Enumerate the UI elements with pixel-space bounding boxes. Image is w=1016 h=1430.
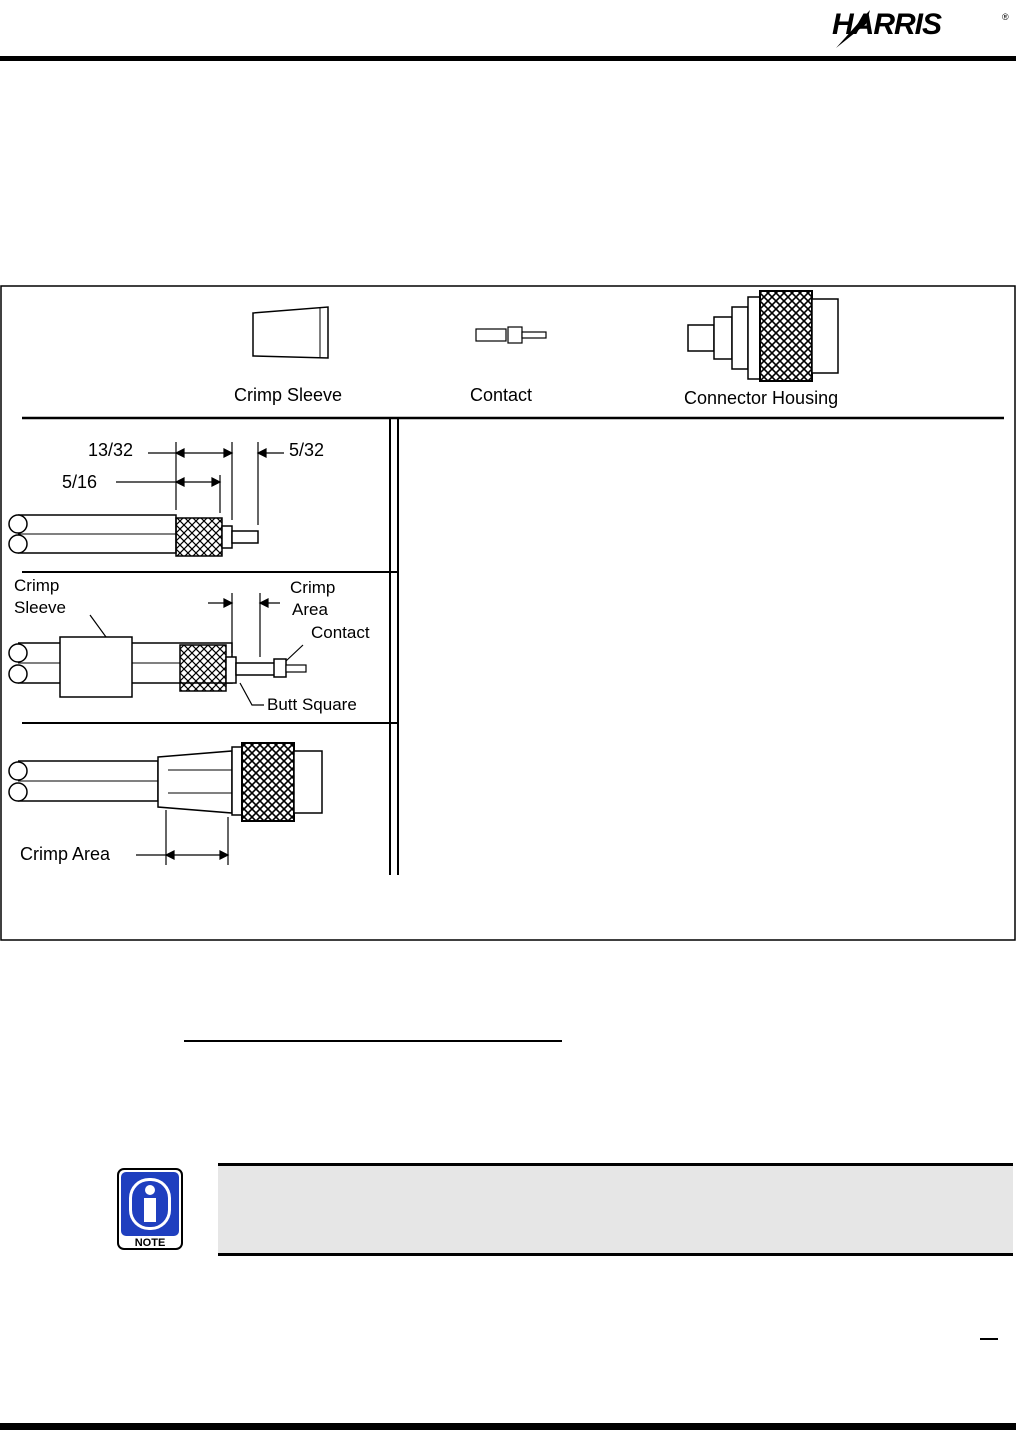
contact-caption: Contact <box>470 385 533 405</box>
connector-assembly-figure <box>0 285 1016 941</box>
note-text <box>218 1166 1013 1194</box>
dim-5-16: 5/16 <box>62 472 98 492</box>
underlined-heading-rule <box>184 1040 562 1042</box>
crimp-sleeve-label-line1: Crimp <box>14 576 60 595</box>
connector-housing-caption: Connector Housing <box>684 388 839 408</box>
crimp-sleeve-label-line2: Sleeve <box>14 598 66 617</box>
note-box <box>218 1163 1013 1256</box>
crimp-area-label-line1: Crimp <box>290 578 336 597</box>
butt-square-label: Butt Square <box>267 695 357 714</box>
crimp-sleeve-part <box>253 307 328 358</box>
header-rule <box>0 56 1016 61</box>
crimp-area-label-step3: Crimp Area <box>20 844 111 864</box>
footer-rule <box>0 1423 1016 1430</box>
crimp-area-label-line2: Area <box>292 600 328 619</box>
logo-wordmark: HARRIS <box>832 8 942 41</box>
note-info-icon <box>117 1168 183 1250</box>
logo-registered-mark: ® <box>1002 12 1009 22</box>
dim-13-32: 13/32 <box>88 440 134 460</box>
harris-logo <box>826 4 1012 50</box>
change-bar-mark <box>980 1338 998 1340</box>
step1-stripped-cable <box>9 515 258 556</box>
contact-label: Contact <box>311 623 370 642</box>
dim-5-32: 5/32 <box>289 440 325 460</box>
note-icon-label: NOTE <box>134 1237 166 1249</box>
crimp-sleeve-caption: Crimp Sleeve <box>234 385 343 405</box>
